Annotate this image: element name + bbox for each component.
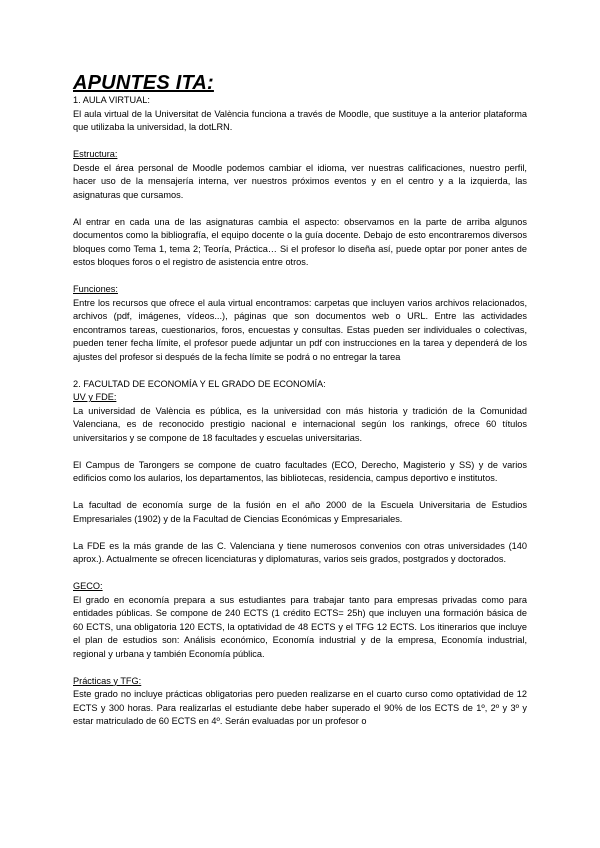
practicas-tfg-heading: Prácticas y TFG: xyxy=(73,675,142,686)
uv-paragraph-2: El Campus de Tarongers se compone de cuatro facultades (ECO, Derecho, Magisterio y SS) y de varios edificios como los aularios, los departamentos, las bibliotecas, residencia, campus deportivo e institutos. xyxy=(73,459,527,483)
estructura-heading: Estructura: xyxy=(73,149,118,159)
section-facultad-heading: 2. FACULTAD DE ECONOMÍA Y EL GRADO DE ECONOMÍA: xyxy=(73,378,326,389)
funciones-heading: Funciones: xyxy=(73,284,118,294)
uv-paragraph-4: La FDE es la más grande de las C. Valenciana y tiene numerosos convenios con otras universidades (140 aprox.). Actualmente se ofrecen licenciaturas y diplomaturas, varios seis grados, postgrados y doctorados. xyxy=(73,540,527,564)
funciones-paragraph: Entre los recursos que ofrece el aula virtual encontramos: carpetas que incluyen varios archivos relacionados, archivos (pdf, imágenes, vídeos...), páginas que son documentos web o URL. Entre las actividades encontramos tareas, cuestionarios, foros, encuestas y consultas. Estas pueden ser individuales o colectivas, pueden tener fecha límite, el profesor puede adjuntar un pdf con instrucciones en la tarea y dependerá de los ajustes del profesor si después de la fecha límite se podrá o no entregar la tarea xyxy=(73,297,527,362)
estructura-paragraph-1: Desde el área personal de Moodle podemos cambiar el idioma, ver nuestras calificaciones, nuestro perfil, hacer uso de la mensajería interna, ver nuestros próximos eventos y en el centro y a la izquierda, las asignaturas que cursamos. xyxy=(73,162,527,200)
uv-paragraph-3: La facultad de economía surge de la fusión en el año 2000 de la Escuela Universitaria de Estudios Empresariales (1902) y de la Facultad de Ciencias Económicas y Empresariales. xyxy=(73,500,527,524)
uv-paragraph-1: La universidad de València es pública, es la universidad con más historia y tradición de la Comunidad Valenciana, es de reconocido prestigio nacional e internacional según los rankings, ofrece 60 títulos universitarios y se compone de 18 facultades y escuelas universitarias. xyxy=(73,405,527,443)
practicas-paragraph: Este grado no incluye prácticas obligatorias pero pueden realizarse en el cuarto curso como optatividad de 12 ECTS y 300 horas. Para realizarlas el estudiante debe haber superado el 90% de los ECTS de 1º, 2º y 3º y estar matriculado de 60 ECTS en 4º. Serán evaluadas por un profesor o xyxy=(73,689,527,726)
geco-paragraph: El grado en economía prepara a sus estudiantes para trabajar tanto para empresas privadas como para entidades públicas. Se compone de 240 ECTS (1 crédito ECTS= 25h) que incluyen una formación básica de 60 ECTS, una obligatoria 120 ECTS, la optatividad de 48 ECTS y el TFG 12 ECTS. Los itinerarios que incluye el plan de estudios son: Análisis económico, Economía industrial y de la empresa, Economía industrial, regional y urbana y también Economía pública. xyxy=(73,594,527,659)
aula-virtual-intro: El aula virtual de la Universitat de València funciona a través de Moodle, que sustituye a la anterior plataforma que utilizaba la universidad, la dotLRN. xyxy=(73,108,527,132)
uv-fde-heading: UV y FDE: xyxy=(73,392,117,402)
estructura-paragraph-2: Al entrar en cada una de las asignaturas cambia el aspecto: observamos en la parte de arriba algunos documentos como la bibliografía, el equipo docente o la guía docente. Debajo de esto encontraremos diversos bloques como Tema 1, tema 2; Teoría, Práctica… Si el profesor lo diseña así, puede optar por poner antes de estos bloques foros o el registro de asistencia entre otros. xyxy=(73,216,527,267)
page-title: APUNTES ITA: xyxy=(73,72,214,94)
section-aula-virtual-heading: 1. AULA VIRTUAL: xyxy=(73,95,150,105)
document-page xyxy=(73,72,527,729)
geco-heading: GECO: xyxy=(73,581,103,591)
